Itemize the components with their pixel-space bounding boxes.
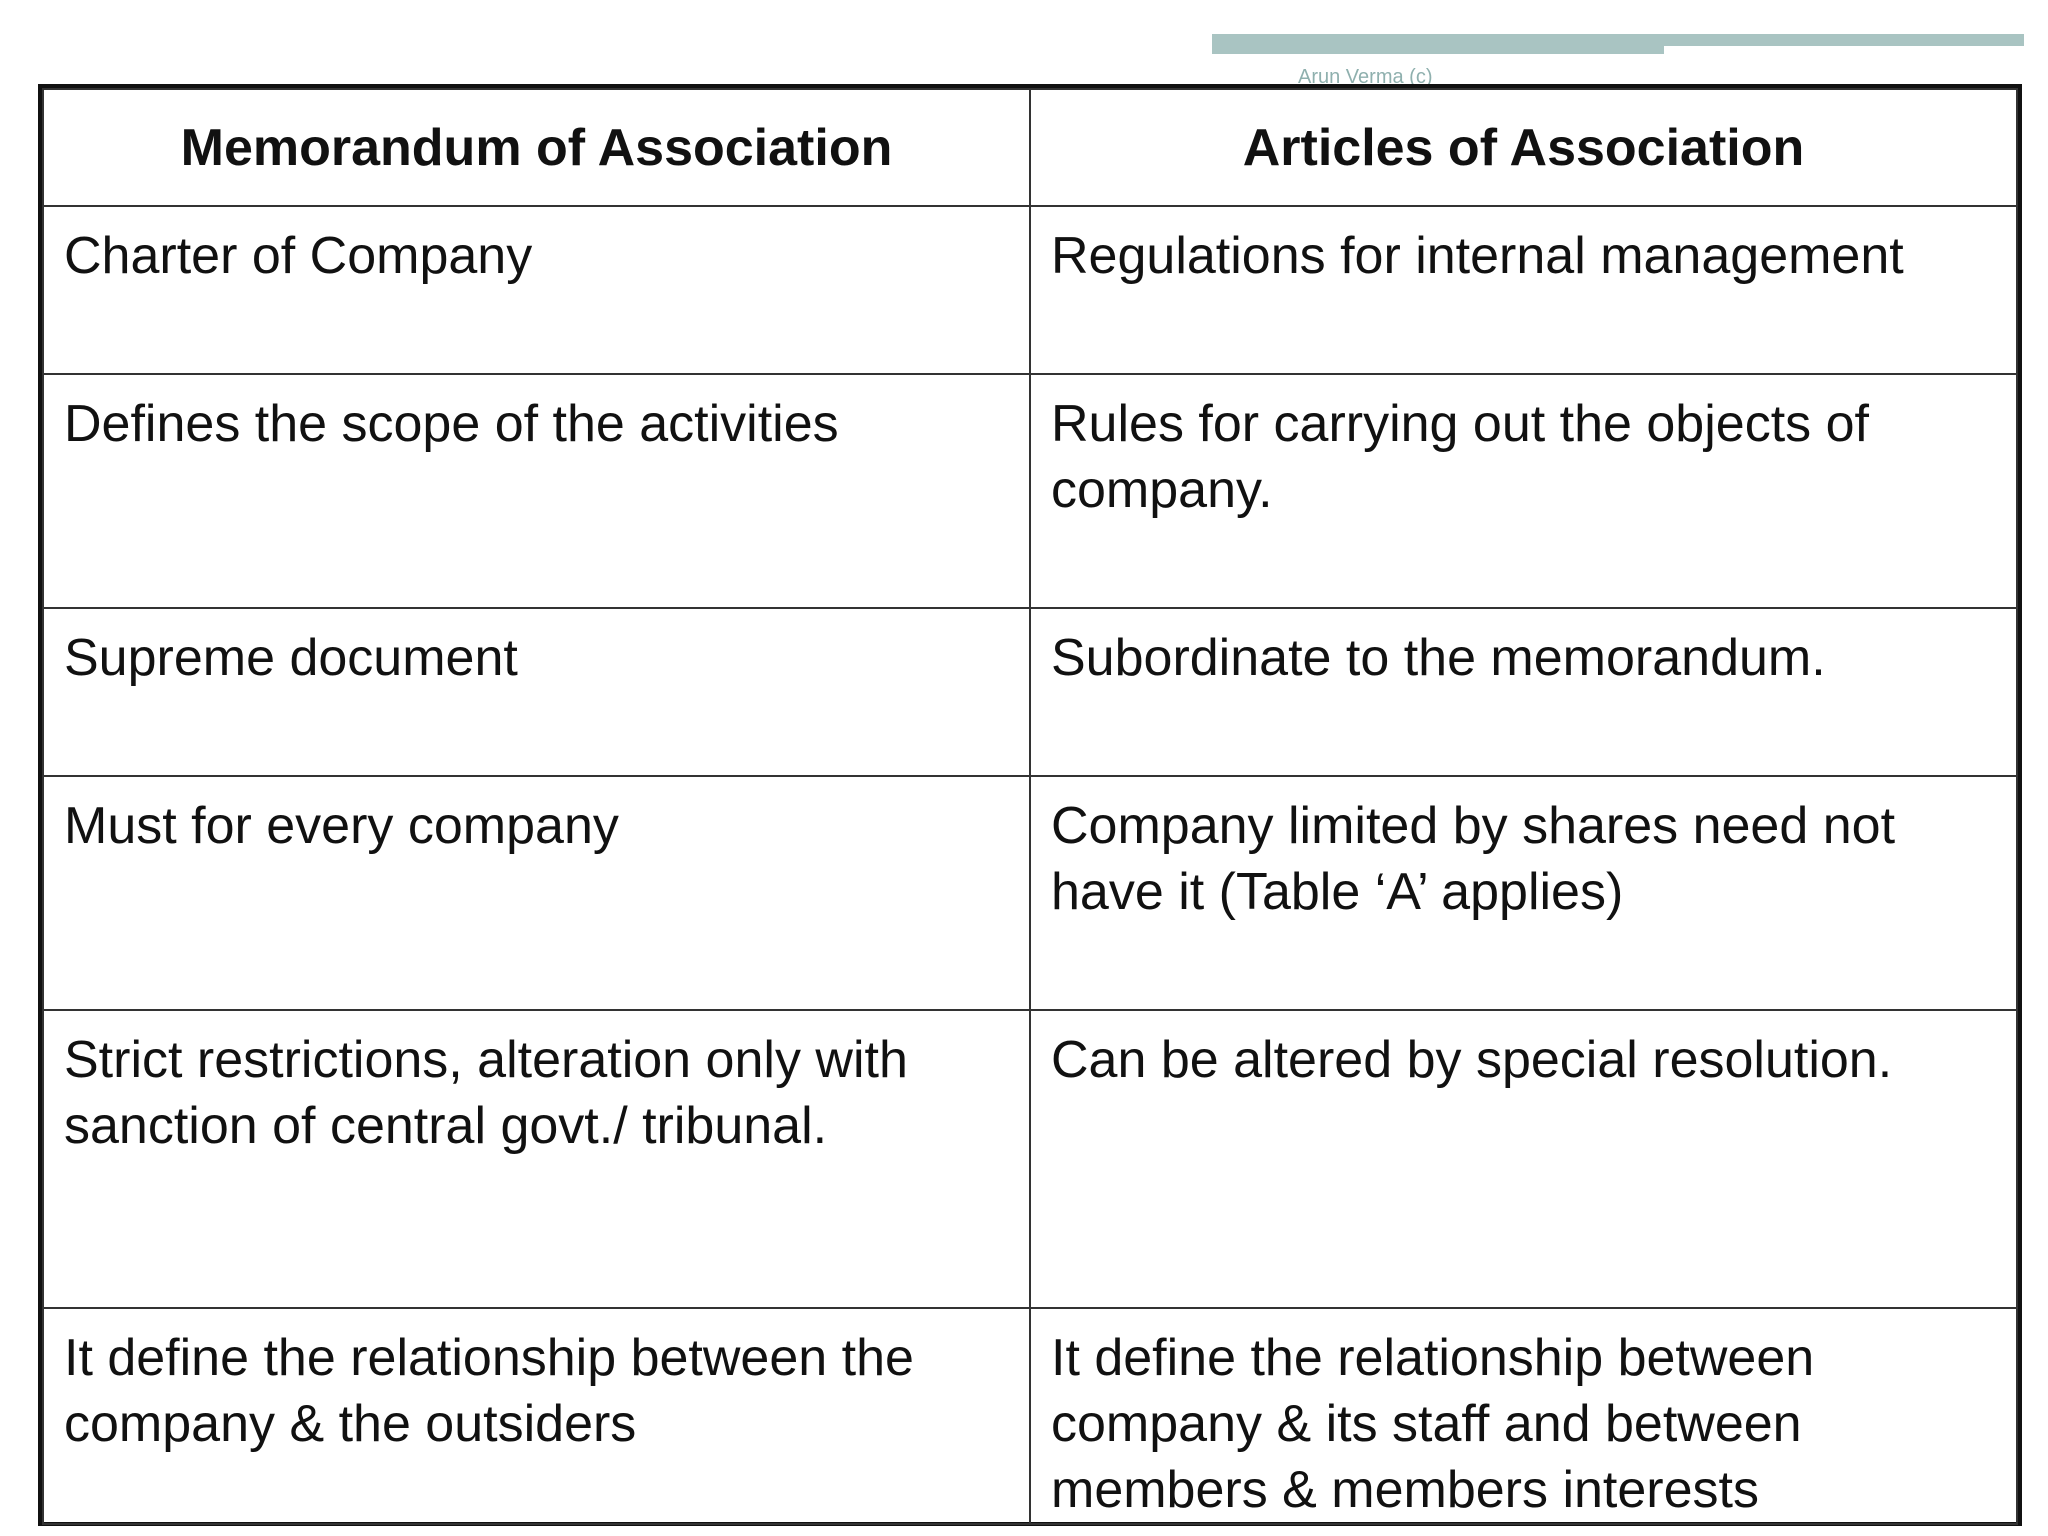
- table-row: [43, 1010, 2017, 1308]
- comparison-table: [38, 84, 2022, 1526]
- table-row: [43, 608, 2017, 776]
- cell-memorandum: Strict restrictions, alteration only with sanction of central govt./ tribunal.: [43, 1010, 1030, 1308]
- cell-memorandum: Must for every company: [43, 776, 1030, 1010]
- cell-articles: Regulations for internal management: [1030, 206, 2017, 374]
- cell-articles: Subordinate to the memorandum.: [1030, 608, 2017, 776]
- table-row: [43, 776, 2017, 1010]
- table-row: [43, 206, 2017, 374]
- author-watermark: Arun Verma (c): [1298, 66, 1433, 88]
- cell-memorandum: Supreme document: [43, 608, 1030, 776]
- cell-articles: Can be altered by special resolution.: [1030, 1010, 2017, 1308]
- header-memorandum: Memorandum of Association: [43, 89, 1030, 206]
- cell-articles: It define the relationship between company & its staff and between members & members interests: [1030, 1308, 2017, 1524]
- cell-memorandum: Charter of Company: [43, 206, 1030, 374]
- table-row: [43, 374, 2017, 608]
- cell-articles: Company limited by shares need not have it (Table ‘A’ applies): [1030, 776, 2017, 1010]
- header-accent-bar: [1212, 34, 1664, 54]
- table-header-row: [43, 89, 2017, 206]
- cell-memorandum: Defines the scope of the activities: [43, 374, 1030, 608]
- cell-memorandum: It define the relationship between the company & the outsiders: [43, 1308, 1030, 1524]
- header-accent-line: [1664, 34, 2024, 46]
- cell-articles: Rules for carrying out the objects of company.: [1030, 374, 2017, 608]
- header-articles: Articles of Association: [1030, 89, 2017, 206]
- table-row: [43, 1308, 2017, 1524]
